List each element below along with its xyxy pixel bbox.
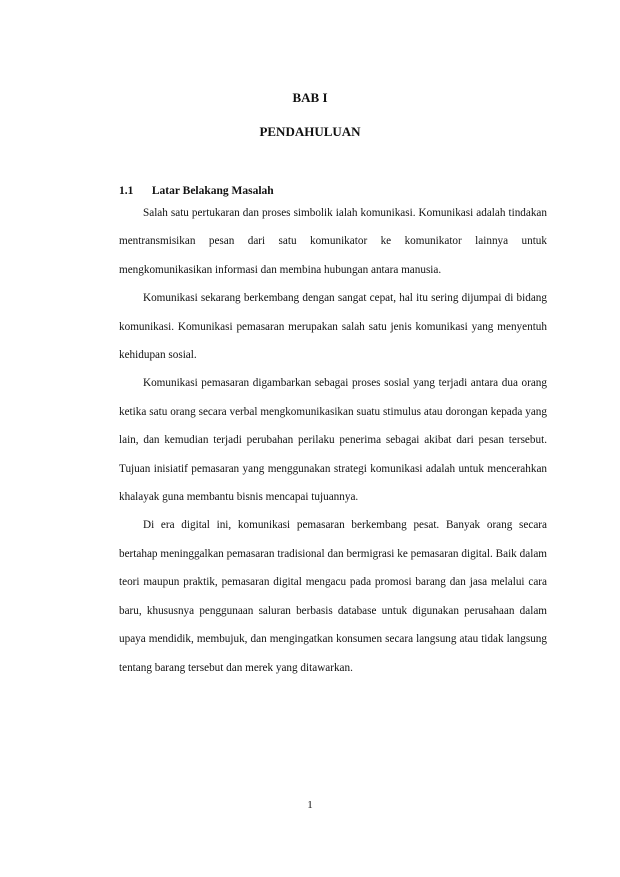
paragraph-4: Di era digital ini, komunikasi pemasaran berkembang pesat. Banyak orang secara bertahap meninggalkan pemasaran tradisional dan bermigrasi ke pemasaran digital. Baik dalam teori maupun praktik, pemasaran digital mengacu pada promosi barang dan jasa melalui cara baru, khususnya penggunaan saluran berbasis database untuk digunakan perusahaan dalam upaya mendidik, membujuk, dan mengingatkan konsumen secara langsung atau tidak langsung tentang barang tersebut dan merek yang ditawarkan. — [119, 519, 547, 674]
section-title: Latar Belakang Masalah — [151, 185, 274, 197]
page-number: 1 — [307, 799, 313, 811]
body-text — [119, 199, 547, 682]
paragraph-2: Komunikasi sekarang berkembang dengan sangat cepat, hal itu sering dijumpai di bidang komunikasi. Komunikasi pemasaran merupakan salah satu jenis komunikasi yang menyentuh kehidupan sosial. — [119, 292, 547, 362]
paragraph-3: Komunikasi pemasaran digambarkan sebagai proses sosial yang terjadi antara dua orang ketika satu orang secara verbal mengkomunikasikan suatu stimulus atau dorongan kepada yang lain, dan kemudian terjadi perubahan perilaku penerima sebagai akibat dari pesan tersebut. Tujuan inisiatif pemasaran yang menggunakan strategi komunikasi adalah untuk mencerahkan khalayak guna membantu bisnis mencapai tujuannya. — [119, 377, 547, 504]
section-number: 1.1 — [119, 185, 134, 197]
chapter-number: BAB I — [292, 90, 328, 105]
chapter-title: PENDAHULUAN — [259, 124, 361, 139]
paragraph-1: Salah satu pertukaran dan proses simbolik ialah komunikasi. Komunikasi adalah tindakan mentransmisikan pesan dari satu komunikator ke komunikator lainnya untuk mengkomunikasikan informasi dan membina hubungan antara manusia. — [119, 207, 547, 276]
section-heading — [119, 185, 274, 197]
